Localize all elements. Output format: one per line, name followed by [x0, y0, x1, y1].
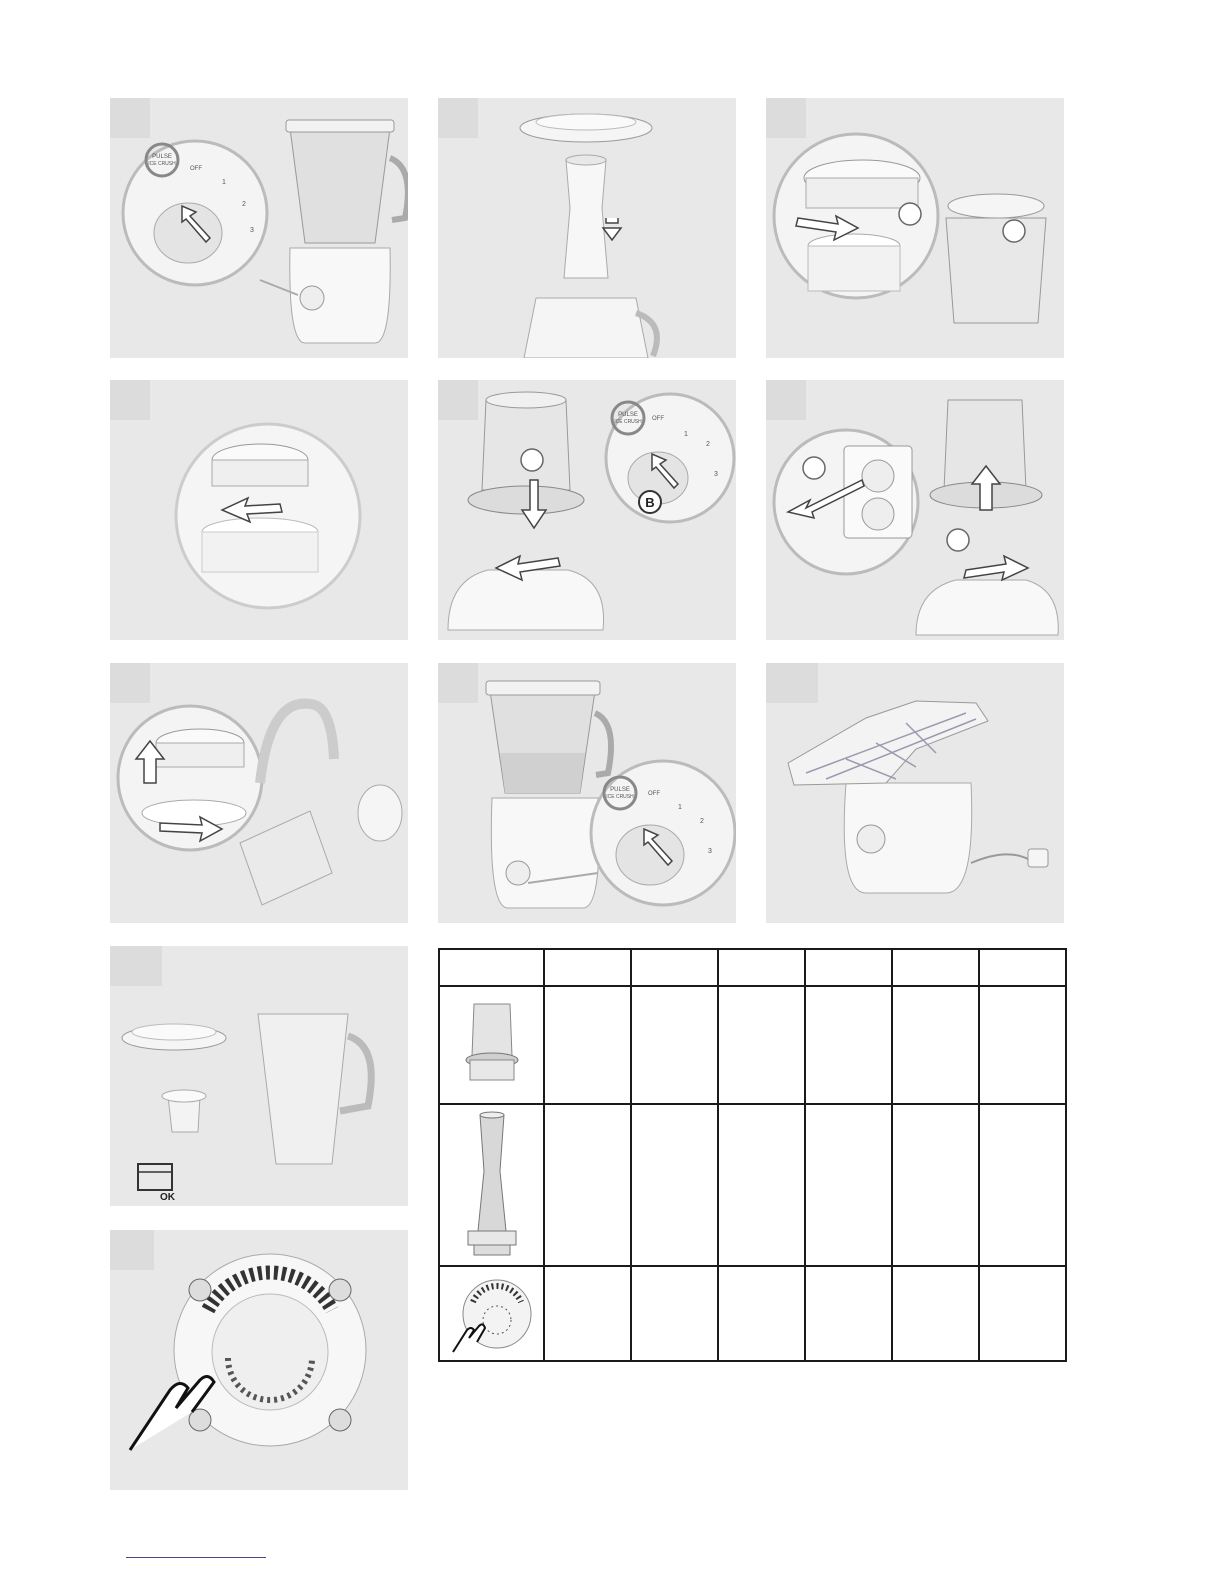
table-cell	[631, 1104, 718, 1266]
dial-2-label: 2	[700, 818, 704, 825]
figure-panel-9	[766, 663, 1064, 923]
figure-panel-10	[110, 946, 408, 1206]
dial-3-label: 3	[250, 227, 254, 234]
table-cell	[805, 1266, 892, 1361]
base-bottom-thumbnail	[447, 1272, 537, 1356]
figure-panel-5	[438, 380, 736, 640]
table-header-row	[439, 949, 1066, 986]
table-header-cell	[718, 949, 805, 986]
table-cell	[544, 1266, 631, 1361]
table-cell	[544, 986, 631, 1104]
table-cell	[805, 986, 892, 1104]
figure-panel-4	[110, 380, 408, 640]
dial-2-label: 2	[242, 201, 246, 208]
clean-blender-illustration	[438, 663, 736, 923]
right-arrow-icon	[964, 556, 1028, 580]
table-cell	[718, 1104, 805, 1266]
attach-mill-illustration	[438, 380, 736, 640]
table-cell	[979, 1104, 1066, 1266]
dial-ice-label: ICE CRUSH	[614, 419, 642, 425]
dial-off-label: OFF	[648, 791, 660, 797]
footer-rule	[126, 1557, 266, 1558]
figure-panel-6	[766, 380, 1064, 640]
table-row	[439, 1266, 1066, 1361]
dishwasher-icon	[138, 1164, 176, 1203]
down-arrow-icon	[603, 218, 621, 240]
insert-filter-illustration	[438, 98, 736, 358]
dial-pulse-label: PULSE	[618, 412, 638, 418]
usage-table	[438, 948, 1067, 1362]
dial-pulse-label: PULSE	[610, 787, 630, 793]
dial-ice-label: ICE CRUSH	[606, 794, 634, 800]
base-image-cell	[439, 1266, 544, 1361]
figure-panel-7	[110, 663, 408, 923]
table-header-cell	[892, 949, 979, 986]
table-cell	[979, 986, 1066, 1104]
table-cell	[805, 1104, 892, 1266]
dial-1-label: 1	[678, 804, 682, 811]
table-cell	[631, 1266, 718, 1361]
dial-1-label: 1	[684, 431, 688, 438]
mill-jar-thumbnail	[462, 1000, 522, 1090]
wipe-base-illustration	[766, 663, 1064, 923]
dial-off-label: OFF	[190, 166, 202, 172]
mill-jar-image-cell	[439, 986, 544, 1104]
table-header-cell	[631, 949, 718, 986]
unscrew-blade-illustration	[110, 380, 408, 640]
dial-1-label: 1	[222, 179, 226, 186]
dial-2-label: 2	[706, 441, 710, 448]
label-b-text: B	[645, 495, 655, 510]
table-header-cell	[544, 949, 631, 986]
hand-pointer-icon	[453, 1324, 485, 1352]
figure-panel-3	[766, 98, 1064, 358]
table-cell	[892, 986, 979, 1104]
rinse-mill-illustration	[110, 663, 408, 923]
dial-3-label: 3	[708, 848, 712, 855]
table-header-cell	[805, 949, 892, 986]
figure-panel-1	[110, 98, 408, 358]
dial-3-label: 3	[714, 471, 718, 478]
figure-panel-8	[438, 663, 736, 923]
figure-panel-11	[110, 1230, 408, 1490]
table-header-cell	[979, 949, 1066, 986]
table-cell	[892, 1104, 979, 1266]
dishwasher-safe-parts-illustration	[110, 946, 408, 1206]
table-cell	[718, 986, 805, 1104]
filter-thumbnail	[462, 1111, 522, 1259]
dial-ice-label: ICE CRUSH	[148, 161, 176, 167]
table-cell	[718, 1266, 805, 1361]
table-cell	[979, 1266, 1066, 1361]
table-cell	[892, 1266, 979, 1361]
table-row	[439, 986, 1066, 1104]
blender-dial-illustration	[110, 98, 408, 358]
unplug-remove-illustration	[766, 380, 1064, 640]
cord-storage-illustration	[110, 1230, 408, 1490]
filter-image-cell	[439, 1104, 544, 1266]
table-cell	[631, 986, 718, 1104]
ok-label: OK	[160, 1192, 175, 1203]
mill-assembly-illustration	[766, 98, 1064, 358]
table-header-cell	[439, 949, 544, 986]
dial-pulse-label: PULSE	[152, 154, 172, 160]
figure-panel-2	[438, 98, 736, 358]
table-row	[439, 1104, 1066, 1266]
table-cell	[544, 1104, 631, 1266]
dial-off-label: OFF	[652, 416, 664, 422]
